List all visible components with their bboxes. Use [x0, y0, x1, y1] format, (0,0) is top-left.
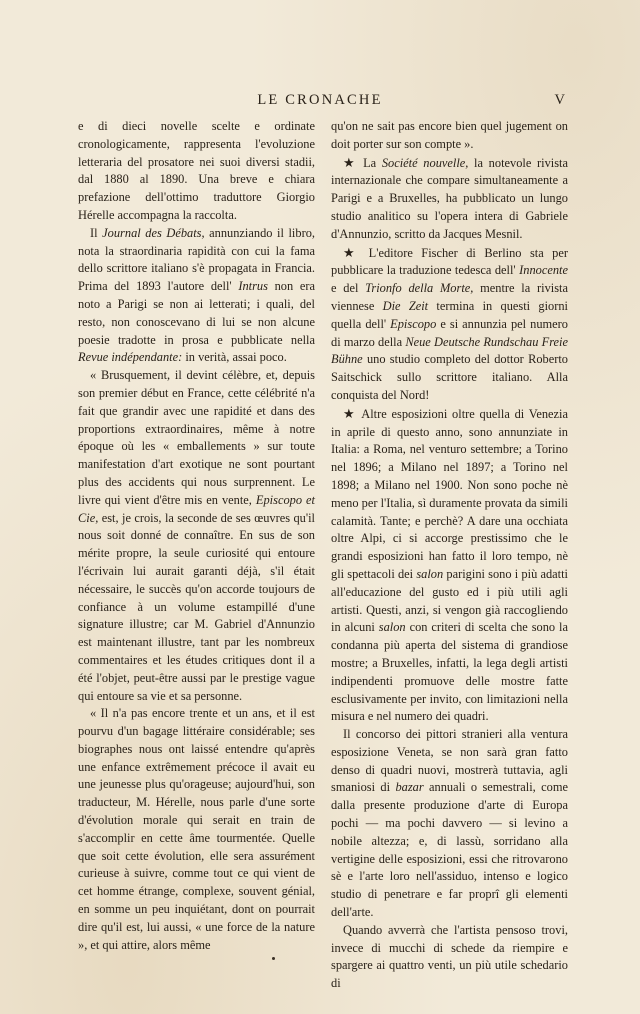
italic-text: Neue Deutsche Rundschau Freie Bühne: [331, 334, 568, 367]
text-run: e si annunzia pel numero di marzo della: [331, 316, 568, 349]
paragraph: [331, 244, 568, 405]
italic-text: Episcopo: [390, 316, 437, 331]
paragraph: [78, 225, 315, 367]
text-run: e del: [331, 281, 366, 296]
paragraph: [331, 922, 568, 993]
text-run: annuali o semestrali, come dalla presente produzione d'arte di Europa pochi — ma pochi davvero — si levino a nobile altezza; e, di lassù, sorridano alla vertigine delle esposizioni, essi che ritrovarono sè e l'arte loro nell'assiduo, intenso e logico studio di penetrare e far proprî gli elementi dell'arte.: [331, 780, 568, 920]
text-run: « Brusquement, il devint célèbre, et, depuis son premier début en France, cette célébrité n'a fait que grandir avec une rapidité et dans des proportions extraordinaires, même à notre époque où les « emballements » sur toute manifestation d'art exotique ne sont pourtant plus des accidents qui nous surprennent. Le livre qui vient d'être mis en vente,: [78, 368, 315, 507]
text-run: la notevole rivista internazionale che compare simultaneamente a Parigi e a Bruxelles, ha pubblicato un lungo studio analitico su l'opera intera di Gabriele d'Annunzio, scritto da Jacques Mesnil.: [331, 155, 569, 241]
text-run: annunziando il libro, nota la straordinaria rapidità con cui la fama dello scrittore italiano s'è propagata in Francia. Prima del 1893 l'autore dell': [78, 225, 315, 294]
paragraph: [331, 154, 568, 244]
text-run: qu'on ne sait pas encore bien quel jugement on doit porter sur son compte ».: [331, 119, 568, 151]
star-ornament: ★: [343, 405, 362, 421]
text-run: mentre la rivista viennese: [331, 281, 568, 313]
paragraph: [331, 118, 568, 154]
paragraph: [78, 705, 315, 954]
italic-text: Die Zeit: [382, 298, 429, 313]
text-run: La: [363, 155, 382, 170]
star-ornament: ★: [343, 244, 369, 260]
text-run: con criteri di scelta che sono la condanna più aperta del sistema di grandiose mostre; a Bruxelles, infatti, la lega degli artisti indipendenti promuove delle mostre fatte esclusivamente per invito, con limitazioni nella misura e nel numero dei quadri.: [331, 620, 569, 724]
left-column: [78, 118, 315, 954]
text-run: in verità, assai poco.: [182, 350, 287, 365]
text-run: termina in questi giorni quella dell': [331, 298, 568, 331]
star-ornament: ★: [343, 154, 364, 170]
italic-text: salon: [416, 566, 444, 581]
paragraph: [331, 726, 568, 922]
text-run: Altre esposizioni oltre quella di Venezia in aprile di questo anno, sono annunziate in Italia: a Roma, nel venturo settembre; a Torino nel 1896; a Milano nel 1897; a Torino nel 1898; a Milano nel 1900. Non sono poche nè meno per l'Italia, sì duramente provata da simili calamità. Tante; e perchè? A dare una occhiata oltre Alpi, ci si accorge prestissimo che le grandi esposizioni han fatto il loro tempo, nè gli spettacoli dei: [331, 406, 568, 581]
text-run: Il: [90, 225, 103, 240]
paragraph: [78, 367, 315, 705]
text-run: uno studio completo del dottor Roberto Saitschick sullo scrittore italiano. Alla conquista del Nord!: [331, 352, 568, 402]
page-number: V: [554, 92, 566, 108]
text-run: « Il n'a pas encore trente et un ans, et il est pourvu d'un bagage littéraire considérable; ses biographes nous ont laissé entendre qu'après une enfance extrêmement précoce il avait eu une jeunesse plus qu'orageuse; aujourd'hui, son traducteur, M. Hérelle, nous parle d'une sorte d'évolution morale qui serait en train de s'accomplir en cette âme tourmentée. Quelle que soit cette évolution, elle sera assurément curieuse à suivre, comme tout ce qui vient de cet homme étrange, complexe, souvent génial, en somme un peu inquiétant, dont on pourrait dire qu'il est, lui aussi, « une force de la nature », et qui attire, alors même: [78, 706, 315, 952]
italic-text: bazar: [395, 780, 424, 795]
text-run: Quando avverrà che l'artista pensoso trovi, invece di mucchi di schede da riempire e spargere ai quattro venti, un più utile schedario di: [331, 922, 568, 991]
text-run: est, je crois, la seconde de ses œuvres qu'il nous soit donné de connaître. En sus de son mérite propre, la seule curiosité qui entoure l'écrivain lui aurait garanti déjà, s'il était nécessaire, le succès qu'on accorde toujours de confiance à un volume estampillé d'une signature illustre; car M. Gabriel d'Annunzio est maintenant illustre, tant par les nombreux commentaires et les études critiques dont il a été l'objet, peut-être aussi par le prestige vague qui entoure sa vie et sa personne.: [78, 510, 315, 703]
text-run: Il concorso dei pittori stranieri alla ventura esposizione Veneta, se non sarà gran fatto denso di quadri nuovi, mostrerà tuttavia, agli smaniosi di: [331, 727, 568, 795]
italic-text: Episcopo et Cie,: [78, 492, 315, 525]
italic-text: Intrus: [238, 279, 268, 294]
running-header: [74, 92, 566, 112]
italic-text: Revue indépendante:: [78, 350, 183, 365]
right-column: [331, 118, 568, 993]
text-run: e di dieci novelle scelte e ordinate cronologicamente, rappresenta l'evoluzione letteraria del prosatore nei suoi diversi stadii, dal 1880 al 1890. Una breve e chiara prefazione dell'ottimo traduttore Giorgio Hérelle accompagna la raccolta.: [78, 119, 315, 222]
running-title: LE CRONACHE: [257, 92, 383, 108]
italic-text: Journal des Débats,: [102, 225, 205, 240]
paper-speck: [272, 957, 275, 960]
paragraph: [78, 118, 315, 225]
text-run: L'editore Fischer di Berlino sta per pubblicare la traduzione tedesca dell': [331, 245, 569, 278]
text-run: non era noto a Parigi se non ai letterati; i quali, del resto, non conoscevano di lui se non alcune poesie tradotte in prosa e pubblicate nella: [78, 279, 315, 347]
italic-text: Innocente: [519, 263, 568, 278]
paragraph: [331, 405, 568, 726]
text-run: parigini sono i più adatti all'educazione del gusto ed i più utili agli artisti. Questi, anzi, si vengon già raccogliendo in alcuni: [331, 566, 569, 635]
italic-text: salon: [378, 620, 406, 635]
italic-text: Société nouvelle,: [381, 155, 469, 170]
italic-text: Trionfo della Morte,: [365, 281, 474, 296]
